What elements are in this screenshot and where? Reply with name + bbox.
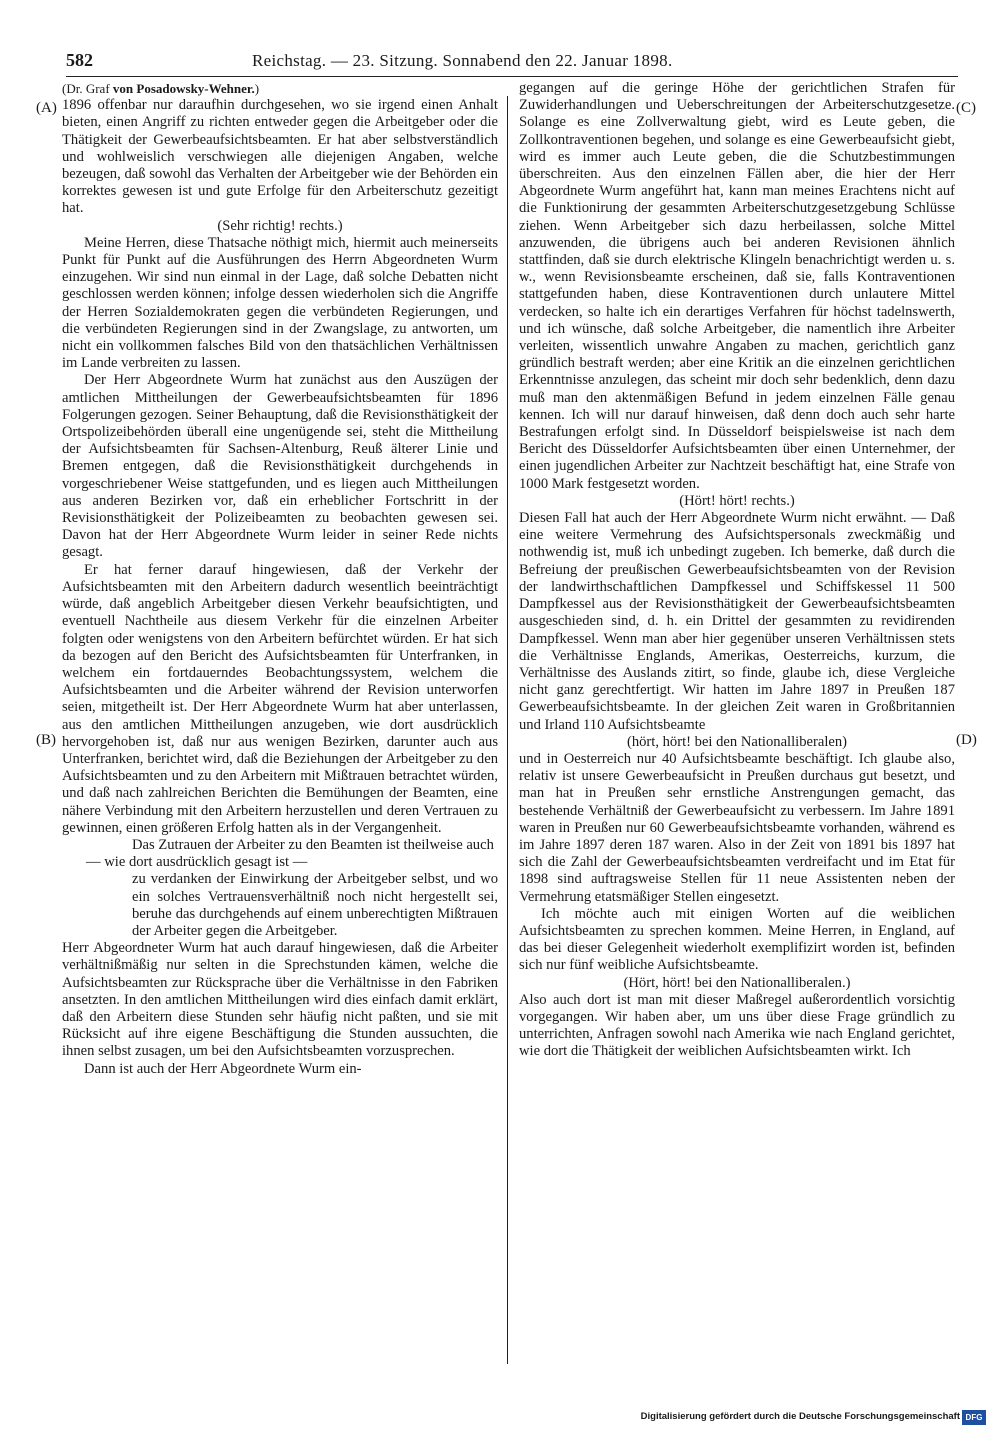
paragraph: 1896 offenbar nur daraufhin durchgesehen, wo sie irgend einen Anhalt bieten, einen Angriff zu richten entweder gegen die Arbeitgeber oder die Thätigkeit der Gewerbeaufsichtsbeamten. Er hat aber selbstverständlich und wohlweislich verschwiegen alle diejenigen Angaben, welche bezeugen, daß sowohl das Verhalten der Arbeitgeber wie der Behörden ein korrektes gewesen ist und gute Erfolge für den Arbeiterschutz gezeitigt hat.	[62, 97, 498, 217]
left-column	[62, 80, 498, 1078]
paragraph: Ich möchte auch mit einigen Worten auf die weiblichen Aufsichtsbeamten zu sprechen kommen. Meine Herren, in England, auf das bei dieser Gelegenheit wiederholt exemplifizirt worden ist, befinden sich nur fünf weibliche Aufsichtsbeamte.	[519, 905, 955, 974]
margin-mark-b: (B)	[36, 732, 56, 748]
running-title: Reichstag. — 23. Sitzung. Sonnabend den 22. Januar 1898.	[252, 51, 673, 70]
dfg-logo-icon: DFG	[962, 1410, 986, 1425]
paragraph: gegangen auf die geringe Höhe der gerichtlichen Strafen für Zuwiderhandlungen und Ueberschreitungen der Arbeiterschutzgesetze. Solange es eine Zollverwaltung giebt, wird es Leute geben, die Zollkontraventionen begehen, und solange es eine Gewerbeaufsicht giebt, wird es immer auch Leute geben, die die Schutzbestimmungen überschreiten. Aus den einzelnen Fällen aber, die hier der Herr Abgeordnete Wurm angeführt hat, kann man meines Erachtens nicht auf die Funktionirung der gesammten Arbeiterschutzgesetzgebung Schlüsse ziehen. Wenn Arbeitgeber sich dazu herbeilassen, solche Mittel anzuwenden, die übrigens auch bei anderen Revisionen ähnlich stattfinden, daß sie durch elektrische Klingeln benachrichtigt werden u. s. w., wenn Revisionsbeamte erscheinen, daß sie, falls Kontraventionen stattgefunden haben, diese Kontraventionen durch unlautere Mittel verdecken, so halte ich ein derartiges Verfahren für höchst tadelnswerth, und ich wünsche, daß solche Arbeitgeber, die namentlich ihre Arbeiter verleiten, wissentlich unwahre Angaben zu machen, gerichtlich ganz gründlich bestraft werden; aber eine Kritik an die einzelnen gerichtlichen Erkenntnisse anzulegen, das scheint mir doch sehr bedenklich, denn dazu muß man den aktenmäßigen Befund in jedem einzelnen Fälle genau kennen. Ich will nur darauf hinweisen, daß denn doch auch sehr harte Bestrafungen erfolgt sind. In Düsseldorf beispielsweise ist nach dem Bericht des Düsseldorfer Aufsichtsbeamten über einen Unternehmer, der einen jugendlichen Arbeiter zur Nachtzeit beschäftigt hat, eine Strafe von 1000 Mark festgesetzt worden.	[519, 80, 955, 492]
paragraph: Herr Abgeordneter Wurm hat auch darauf hingewiesen, daß die Arbeiter verhältnißmäßig nur selten in die Sprechstunden kämen, welche die Aufsichtsbeamten zur Rücksprache über die Verhältnisse in den Fabriken ansetzten. In den amtlichen Mittheilungen wird dies einfach damit erklärt, daß den Arbeitern diese Stunden sehr häufig nicht paßten, und sie mit Rücksicht auf ihre eigene Beschäftigung die Stunden aussuchten, die ihnen selbst zusagen, um bei den Aufsichtsbeamten vorzusprechen.	[62, 940, 498, 1060]
speaker-prefix: (Dr. Graf	[62, 81, 113, 96]
page-number: 582	[66, 50, 93, 70]
paragraph: Der Herr Abgeordnete Wurm hat zunächst aus den Auszügen der amtlichen Mittheilungen der Gewerbeaufsichtsbeamten für 1896 Folgerungen gezogen. Seiner Behauptung, daß die Revisionsthätigkeit der Ortspolizeibehörden überall eine ungenügende sei, steht die Mittheilung der Aufsichtsbeamten für Sachsen-Altenburg, Reuß älterer Linie und Bremen entgegen, daß die Revisionsthätigkeit durchgehends in vorgeschriebener Weise stattgefunden, und es liegen auch Mittheilungen aus anderen Bezirken vor, daß ein erheblicher Fortschritt in der Revisionsthätigkeit der Polizeibeamten zu beobachten gewesen sei. Davon hat der Herr Abgeordnete Wurm leider in seiner Rede nichts gesagt.	[62, 372, 498, 561]
paragraph: und in Oesterreich nur 40 Aufsichtsbeamte beschäftigt. Ich glaube also, relativ ist unsere Gewerbeaufsicht in Preußen durchaus gut besetzt, und man hat in Preußen sehr ernstliche Anstrengungen gemacht, das bestehende Verhältniß der Gewerbeaufsicht zu verbessern. Im Jahre 1891 waren in Preußen nur 60 Gewerbeaufsichtsbeamte vorhanden, während es im Jahre 1897 deren 187 waren. Also in der Zeit von 1891 bis 1897 hat sich die Zahl der Gewerbeaufsichtsbeamten verdreifacht und im Etat für 1898 sind auftragsweise Stellen für 11 neue Assistenten neben der Vermehrung etatsmäßiger Stellen eingesetzt.	[519, 750, 955, 905]
margin-mark-d: (D)	[956, 732, 977, 748]
speaker-name: von Posadowsky-Wehner.	[112, 81, 255, 96]
paragraph: Meine Herren, diese Thatsache nöthigt mich, hiermit auch meinerseits Punkt für Punkt auf die Ausführungen des Herrn Abgeordneten Wurm einzugehen. Wir sind nun einmal in der Lage, daß solche Debatten nicht geschlossen werden können; infolge dessen wiederholen sich die Angriffe der Herren Sozialdemokraten gegen die verbündeten Regierungen, und die verbündeten Regierungen sind in der Zwangslage, zu antworten, um nicht ein vollkommen falsches Bild von den thatsächlichen Verhältnissen im Lande verbreiten zu lassen.	[62, 234, 498, 372]
paragraph: Dann ist auch der Herr Abgeordnete Wurm ein-	[84, 1060, 362, 1077]
margin-mark-c: (C)	[956, 100, 976, 116]
speaker-attribution	[62, 80, 498, 97]
margin-mark-a: (A)	[36, 100, 57, 116]
paragraph: Er hat ferner darauf hingewiesen, daß der Verkehr der Aufsichtsbeamten mit den Arbeitern dadurch wesentlich beeinträchtigt würde, daß angeblich Arbeitgeber diesen Verkehr beaufsichtigten, und eventuell Nachtheile aus diesem Verkehr für die einzelnen Arbeiter folgten oder wenigstens von den Arbeitern befürchtet würden. Er hat sich da bezogen auf den Bericht des Aufsichtsbeamten für Unterfranken, in welchem ein fortdauerndes Beobachtungssystem, welchem die Aufsichtsbeamten und die Arbeiter während der Revision unterworfen seien, mitgetheilt ist. Der Herr Abgeordnete Wurm hat aber unterlassen, aus den amtlichen Mittheilungen anzugeben, wie dort ausdrücklich hervorgehoben ist, daß nur aus wenigen Bezirken, darunter auch aus Unterfranken, berichtet wird, daß die Beziehungen der Arbeitgeber zu den Aufsichtsbeamten und zu den Arbeitern mit Mißtrauen betrachtet würden, und daß nach zahlreichen Berichten die Bemühungen der Beamten, eine nähere Verbindung mit den Arbeitern herzustellen und deren Vertrauen zu gewinnen, einen größeren Erfolg hatten als in der Vergangenheit.	[62, 561, 498, 836]
header-rule	[66, 76, 958, 77]
digitization-footer	[608, 1410, 988, 1428]
quotation-aside: — wie dort ausdrücklich gesagt ist —	[86, 854, 308, 871]
interjection: (Hört! hört! rechts.)	[679, 492, 795, 509]
interjection: (Sehr richtig! rechts.)	[217, 217, 343, 234]
quotation: zu verdanken der Einwirkung der Arbeitgeber selbst, und wo ein solches Vertrauensverhältniß noch nicht hergestellt sei, beruhe das durchgehends auf einem unberechtigten Mißtrauen der Arbeiter gegen die Arbeitgeber.	[132, 871, 498, 939]
quotation: Das Zutrauen der Arbeiter zu den Beamten ist theilweise auch	[132, 836, 494, 853]
paragraph: Also auch dort ist man mit dieser Maßregel außerordentlich vorsichtig vorgegangen. Wir haben aber, um uns über diese Frage gründlich zu unterrichten, Anfragen sowohl nach Amerika wie nach England gerichtet, wie dort die Thätigkeit der weiblichen Aufsichtsbeamten wirkt. Ich	[519, 991, 955, 1060]
paragraph: Diesen Fall hat auch der Herr Abgeordnete Wurm nicht erwähnt. — Daß eine weitere Vermehrung des Aufsichtspersonals zweckmäßig und nothwendig ist, muß ich unbedingt zugeben. Ich bemerke, daß durch die Befreiung der preußischen Gewerbeaufsichtsbeamten von der Revision der landwirthschaftlichen Dampfkessel und Schiffskessel 11 500 Dampfkessel aus der Revisionsthätigkeit der Gewerbeaufsichtsbeamten ausgeschieden sind, d. h. ein Drittel der gesammten zu revidirenden Dampfkessel. Wenn man aber hier gegenüber unseren Verhältnissen stets die Verhältnisse Englands, Amerikas, Oesterreichs, kurzum, die Verhältnisse des Auslands zitirt, so finde, glaube ich, diese Vergleiche nicht ganz gerechtfertigt. Wir hatten im Jahre 1897 in Preußen 187 Gewerbeaufsichtsbeamte. In der gleichen Zeit waren in Großbritannien und Irland 110 Aufsichtsbeamte	[519, 510, 955, 733]
interjection: (Hört, hört! bei den Nationalliberalen.)	[623, 974, 851, 991]
interjection: (hört, hört! bei den Nationalliberalen)	[626, 733, 848, 750]
page-header	[66, 50, 958, 76]
speaker-suffix: )	[254, 81, 260, 96]
funding-note: Digitalisierung gefördert durch die Deutsche Forschungsgemeinschaft	[640, 1411, 960, 1422]
right-column	[519, 80, 955, 1061]
column-divider	[507, 96, 508, 1364]
